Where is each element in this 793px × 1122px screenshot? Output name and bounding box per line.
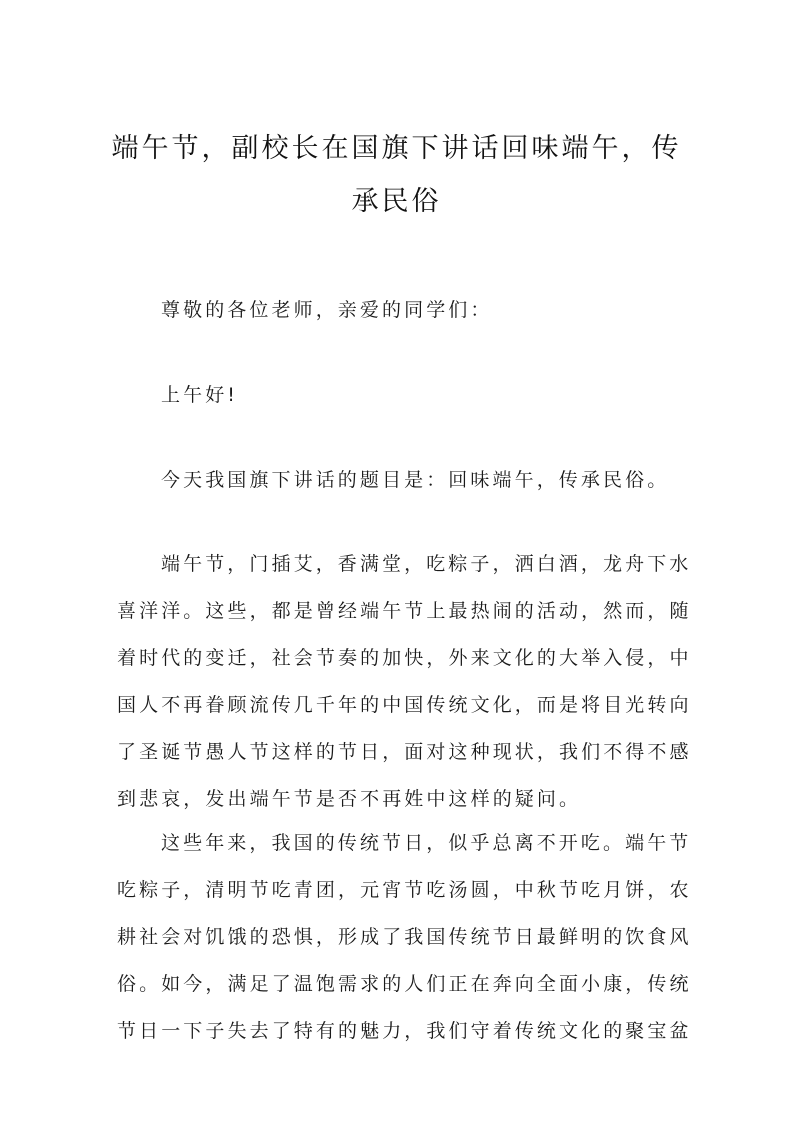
hello-paragraph (117, 372, 687, 419)
paragraph-line: 俗。如今，满足了温饱需求的人们正在奔向全面小康，传统 (117, 973, 692, 995)
hello-text: 上午好! (161, 384, 239, 406)
paragraph-line: 国人不再眷顾流传几千年的中国传统文化，而是将目光转向 (117, 694, 692, 716)
paragraph-line: 这些年来，我国的传统节日，似乎总离不开吃。端午节 (161, 832, 692, 854)
body-paragraph-1 (117, 541, 692, 823)
greeting-text: 尊敬的各位老师，亲爱的同学们： (161, 299, 493, 321)
paragraph-line: 着时代的变迁，社会节奏的加快，外来文化的大举入侵，中 (117, 647, 692, 669)
paragraph-line: 了圣诞节愚人节这样的节日，面对这种现状，我们不得不感 (117, 741, 692, 763)
paragraph-line: 到悲哀，发出端午节是否不再姓中这样的疑问。 (117, 788, 582, 810)
paragraph-line: 端午节，门插艾，香满堂，吃粽子，洒白酒，龙舟下水 (161, 553, 692, 575)
paragraph-line: 耕社会对饥饿的恐惧，形成了我国传统节日最鲜明的饮食风 (117, 926, 692, 948)
body-paragraph-2 (117, 820, 692, 1055)
topic-text: 今天我国旗下讲话的题目是：回味端午，传承民俗。 (161, 469, 670, 491)
title-line: 端午节，副校长在国旗下讲话回味端午，传 (111, 133, 682, 164)
paragraph-line: 喜洋洋。这些，都是曾经端午节上最热闹的活动，然而，随 (117, 600, 692, 622)
title-line: 承民俗 (351, 186, 442, 217)
document-title (110, 122, 683, 228)
topic-paragraph (117, 457, 687, 504)
greeting-paragraph (117, 287, 687, 334)
paragraph-line: 吃粽子，清明节吃青团，元宵节吃汤圆，中秋节吃月饼，农 (117, 879, 692, 901)
paragraph-line: 节日一下子失去了特有的魅力，我们守着传统文化的聚宝盆 (117, 1020, 692, 1042)
